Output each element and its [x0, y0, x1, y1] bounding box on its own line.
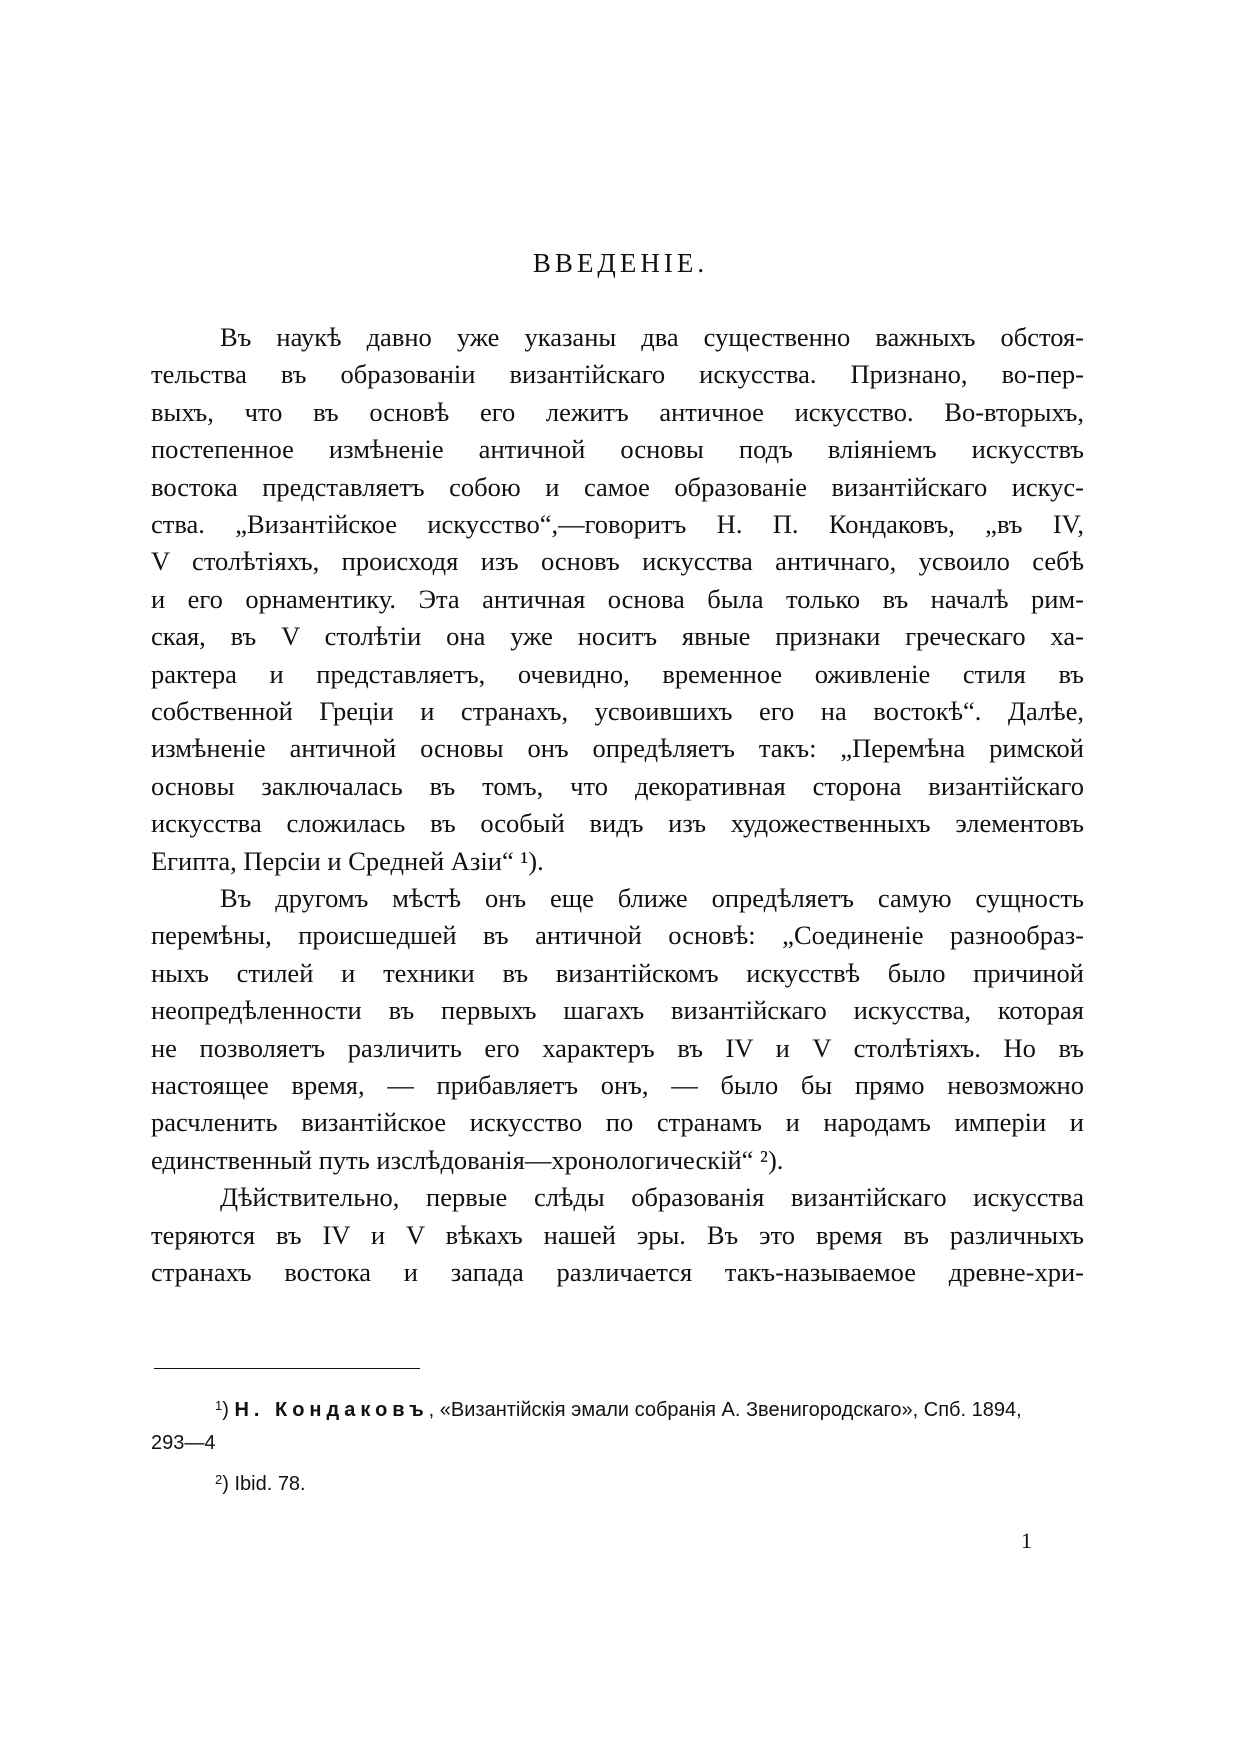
footnote-marker: 1	[215, 1398, 223, 1413]
text-line: ская, въ V столѣтіи она уже носитъ явные признаки греческаго ха-	[151, 621, 1084, 652]
text-line: тельства въ образованіи византійскаго искусства. Признано, во-пер-	[151, 359, 1084, 390]
text-line: искусства сложилась въ особый видъ изъ художественныхъ элементовъ	[151, 808, 1084, 839]
text-line: Въ другомъ мѣстѣ онъ еще ближе опредѣляетъ самую сущность	[220, 883, 1084, 913]
footnote-2: $^2$) Ibid. 78.	[215, 1472, 306, 1495]
text-line: Дѣйствительно, первые слѣды образованія византійскаго искусства	[220, 1182, 1084, 1213]
text-line: V столѣтіяхъ, происходя изъ основъ искусства античнаго, усвоило себѣ	[151, 546, 1084, 577]
text-line: Въ наукѣ давно уже указаны два существенно важныхъ обстоя-	[220, 322, 1084, 352]
text-line: единственный путь изслѣдованія—хронологическій“ ²).	[151, 1144, 784, 1175]
text-line: и его орнаментику. Эта античная основа была только въ началѣ рим-	[151, 583, 1084, 614]
text-line: измѣненіе античной основы онъ опредѣляетъ такъ: „Перемѣна римской	[151, 733, 1084, 764]
text-line: востока представляетъ собою и самое образованіе византійскаго искус-	[151, 471, 1084, 502]
text-line: теряются въ IV и V вѣкахъ нашей эры. Въ это время въ различныхъ	[151, 1219, 1084, 1250]
footnote-marker: 2	[215, 1472, 223, 1487]
text-line: собственной Греціи и странахъ, усвоившихъ его на востокѣ“. Далѣе,	[151, 696, 1084, 726]
footnote-text: Ibid. 78.	[234, 1473, 306, 1495]
text-line: настоящее время, — прибавляетъ онъ, — было бы прямо невозможно	[151, 1070, 1084, 1100]
footnote-author: Н. Кондаковъ	[234, 1399, 429, 1421]
chapter-title: ВВЕДЕНІЕ.	[532, 248, 709, 278]
footnote-1-continuation: 293—4	[151, 1432, 216, 1454]
text-line: Египта, Персіи и Средней Азіи“ ¹).	[151, 845, 544, 876]
text-line: не позволяетъ различить его характеръ въ IV и V столѣтіяхъ. Но въ	[151, 1032, 1084, 1063]
text-line: ства. „Византійское искусство“,—говоритъ Н. П. Кондаковъ, „въ IV,	[151, 509, 1084, 539]
footnote-separator	[154, 1368, 420, 1369]
text-line: расчленить византійское искусство по странамъ и народамъ имперіи и	[151, 1107, 1084, 1138]
footnote-text: , «Византійскія эмали собранія А. Звенигородскаго», Спб. 1894,	[428, 1399, 1022, 1421]
page-number: 1	[1021, 1528, 1032, 1553]
text-line: основы заключалась въ томъ, что декоративная сторона византійскаго	[151, 770, 1084, 801]
text-line: неопредѣленности въ первыхъ шагахъ византійскаго искусства, которая	[151, 995, 1084, 1026]
text-line: рактера и представляетъ, очевидно, временное оживленіе стиля въ	[151, 658, 1084, 689]
footnote-1: $^1$) Н. Кондаковъ, «Византійскія эмали собранія А. Звенигородскаго», Спб. 1894,	[215, 1398, 1022, 1421]
text-line: перемѣны, происшедшей въ античной основѣ: „Соединеніе разнообраз-	[151, 920, 1084, 951]
text-line: странахъ востока и запада различается такъ-называемое древне-хри-	[151, 1257, 1084, 1287]
text-line: постепенное измѣненіе античной основы подъ вліяніемъ искусствъ	[151, 434, 1084, 465]
text-line: выхъ, что въ основѣ его лежитъ античное искусство. Во-вторыхъ,	[151, 396, 1084, 427]
text-line: ныхъ стилей и техники въ византійскомъ искусствѣ было причиной	[151, 957, 1084, 988]
